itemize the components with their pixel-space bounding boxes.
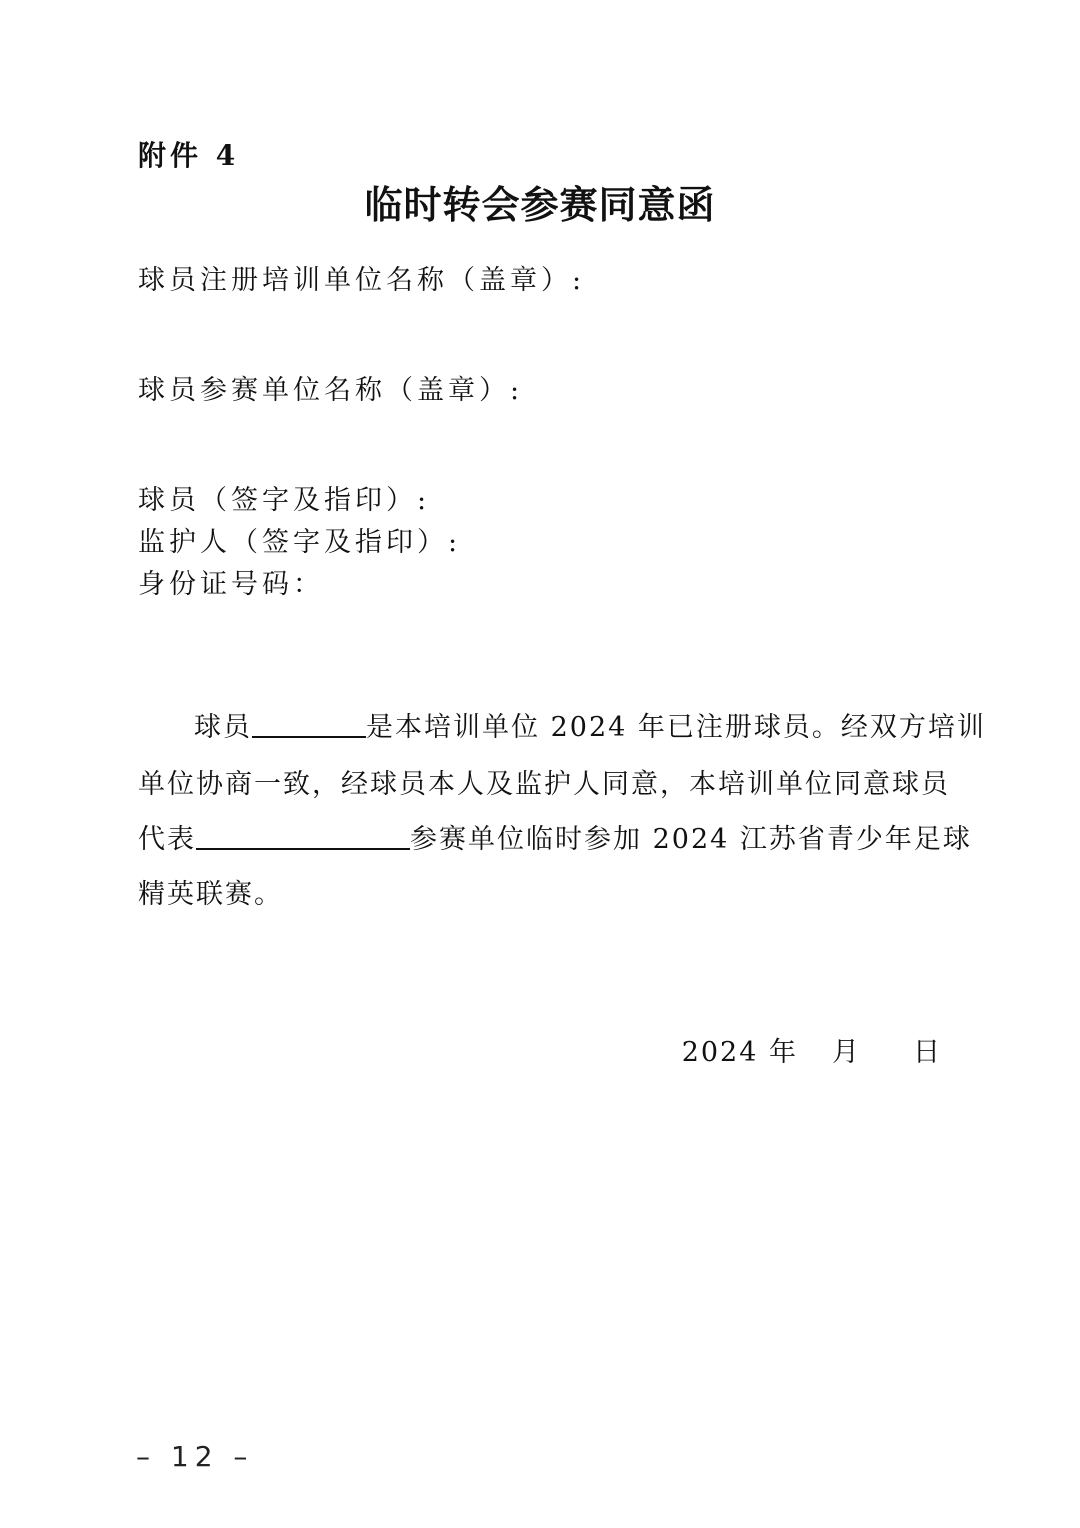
competition-unit-blank <box>196 820 410 850</box>
date-day: 日 <box>913 1037 942 1068</box>
competition-unit-field: 球员参赛单位名称（盖章）: <box>138 375 524 406</box>
date-year: 2024 年 <box>681 1037 798 1068</box>
date-month: 月 <box>832 1037 861 1068</box>
id-number-field: 身份证号码： <box>138 569 324 600</box>
document-title: 临时转会参赛同意函 <box>364 182 716 227</box>
body-line-3-prefix: 代表 <box>138 824 196 855</box>
signature-date <box>682 1030 942 1069</box>
training-unit-field: 球员注册培训单位名称（盖章）: <box>138 265 586 296</box>
body-line-4: 精英联赛。 <box>138 879 283 910</box>
body-line-1-suffix: 是本培训单位 2024 年已注册球员。经双方培训 <box>366 712 986 743</box>
guardian-signature-field: 监护人（签字及指印）: <box>138 527 462 558</box>
page-number: – 12 – <box>136 1440 254 1473</box>
body-line-1-prefix: 球员 <box>194 712 252 743</box>
player-signature-field: 球员（签字及指印）: <box>138 485 431 516</box>
body-line-2: 单位协商一致，经球员本人及监护人同意，本培训单位同意球员 <box>138 769 950 800</box>
player-name-blank <box>252 708 366 738</box>
body-line-3 <box>138 817 972 856</box>
body-line-3-suffix: 参赛单位临时参加 2024 江苏省青少年足球 <box>410 824 972 855</box>
body-line-1 <box>138 705 1004 744</box>
attachment-label: 附件 4 <box>138 139 240 172</box>
